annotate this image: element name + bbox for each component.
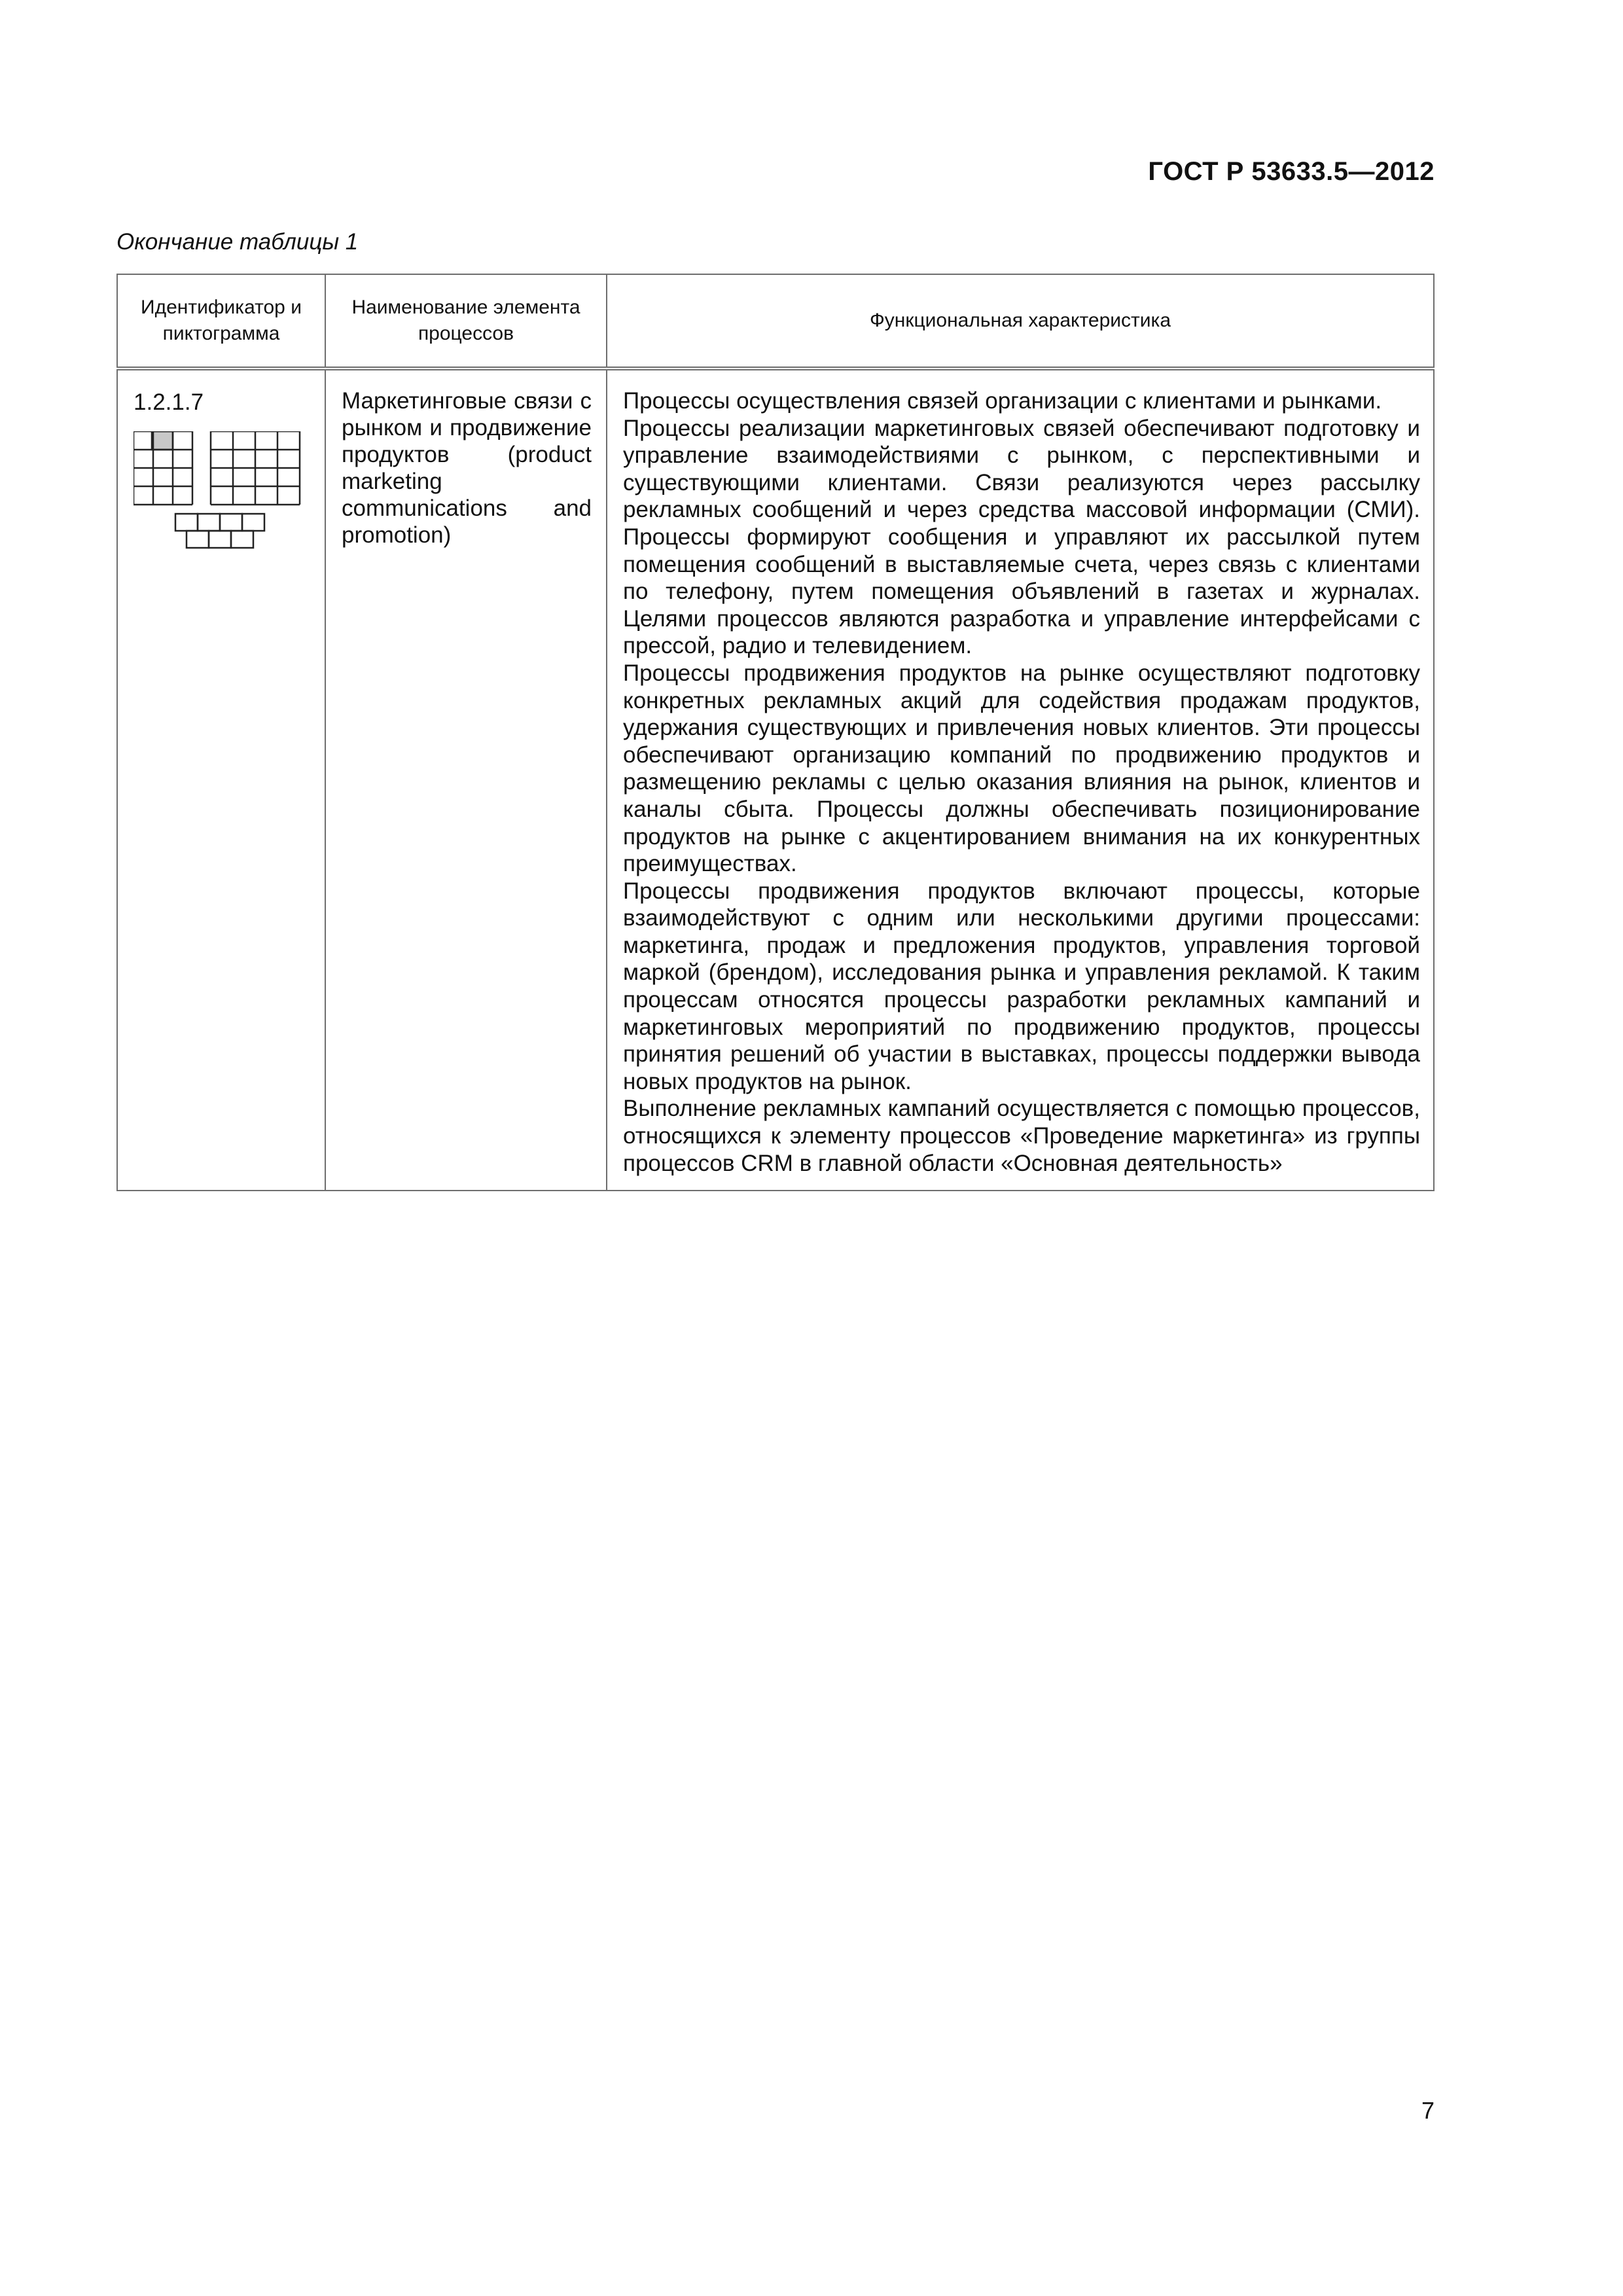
element-name-cell: Маркетинговые связи с рынком и продвижение продуктов (product marketing communications and promotion)	[325, 368, 607, 1191]
column-header-functional-description: Функциональная характеристика	[607, 274, 1434, 368]
table-row	[117, 368, 1434, 1191]
process-identifier: 1.2.1.7	[134, 389, 204, 415]
identifier-cell	[117, 368, 325, 1191]
column-header-element-name: Наименование элемента процессов	[325, 274, 607, 368]
process-pictogram-icon	[134, 431, 310, 556]
document-standard-header: ГОСТ Р 53633.5—2012	[1148, 157, 1435, 186]
table-caption: Окончание таблицы 1	[116, 229, 359, 255]
functional-description-cell	[607, 368, 1434, 1191]
description-paragraph: Процессы осуществления связей организации с клиентами и рынками.	[623, 388, 1382, 414]
column-header-identifier: Идентификатор и пиктограмма	[117, 274, 325, 368]
process-table	[116, 274, 1435, 1191]
table-header-row	[117, 274, 1434, 368]
description-paragraph: Выполнение рекламных кампаний осуществляется с помощью процессов, относящихся к элементу процессов «Проведение маркетинга» из группы процессов CRM в главной области «Основная деятельность»	[623, 1096, 1420, 1176]
page-number: 7	[1421, 2097, 1435, 2124]
description-paragraph: Процессы продвижения продуктов на рынке осуществляют подготовку конкретных рекламных акций для содействия продажам продуктов, удержания существующих и привлечения новых клиентов. Эти процессы обеспечивают организацию компаний по продвижению продуктов и размещению рекламы с целью оказания влияния на рынок, клиентов и каналы сбыта. Процессы должны обеспечивать позиционирование продуктов на рынке с акцентированием внимания на их конкурентных преимуществах.	[623, 660, 1420, 877]
description-paragraph: Процессы продвижения продуктов включают процессы, которые взаимодействуют с одним или несколькими другими процессами: маркетинга, продаж и предложения продуктов, управления торговой маркой (брендом), исследования рынка и управления рекламой. К таким процессам относятся процессы разработки рекламных кампаний и маркетинговых мероприятий по продвижению продуктов, процессы принятия решений об участии в выставках, процессы поддержки вывода новых продуктов на рынок.	[623, 878, 1420, 1094]
description-paragraph: Процессы реализации маркетинговых связей обеспечивают подготовку и управление взаимодействиями с рынком, с перспективными и существующими клиентами. Связи реализуются через рассылку рекламных сообщений и через средства массовой информации (СМИ). Процессы формируют сообщения и управляют их рассылкой путем помещения сообщений в выставляемые счета, через связь с клиентами по телефону, путем помещения объявлений в газетах и журналах. Целями процессов являются разработка и управление интерфейсами с прессой, радио и телевидением.	[623, 415, 1420, 659]
